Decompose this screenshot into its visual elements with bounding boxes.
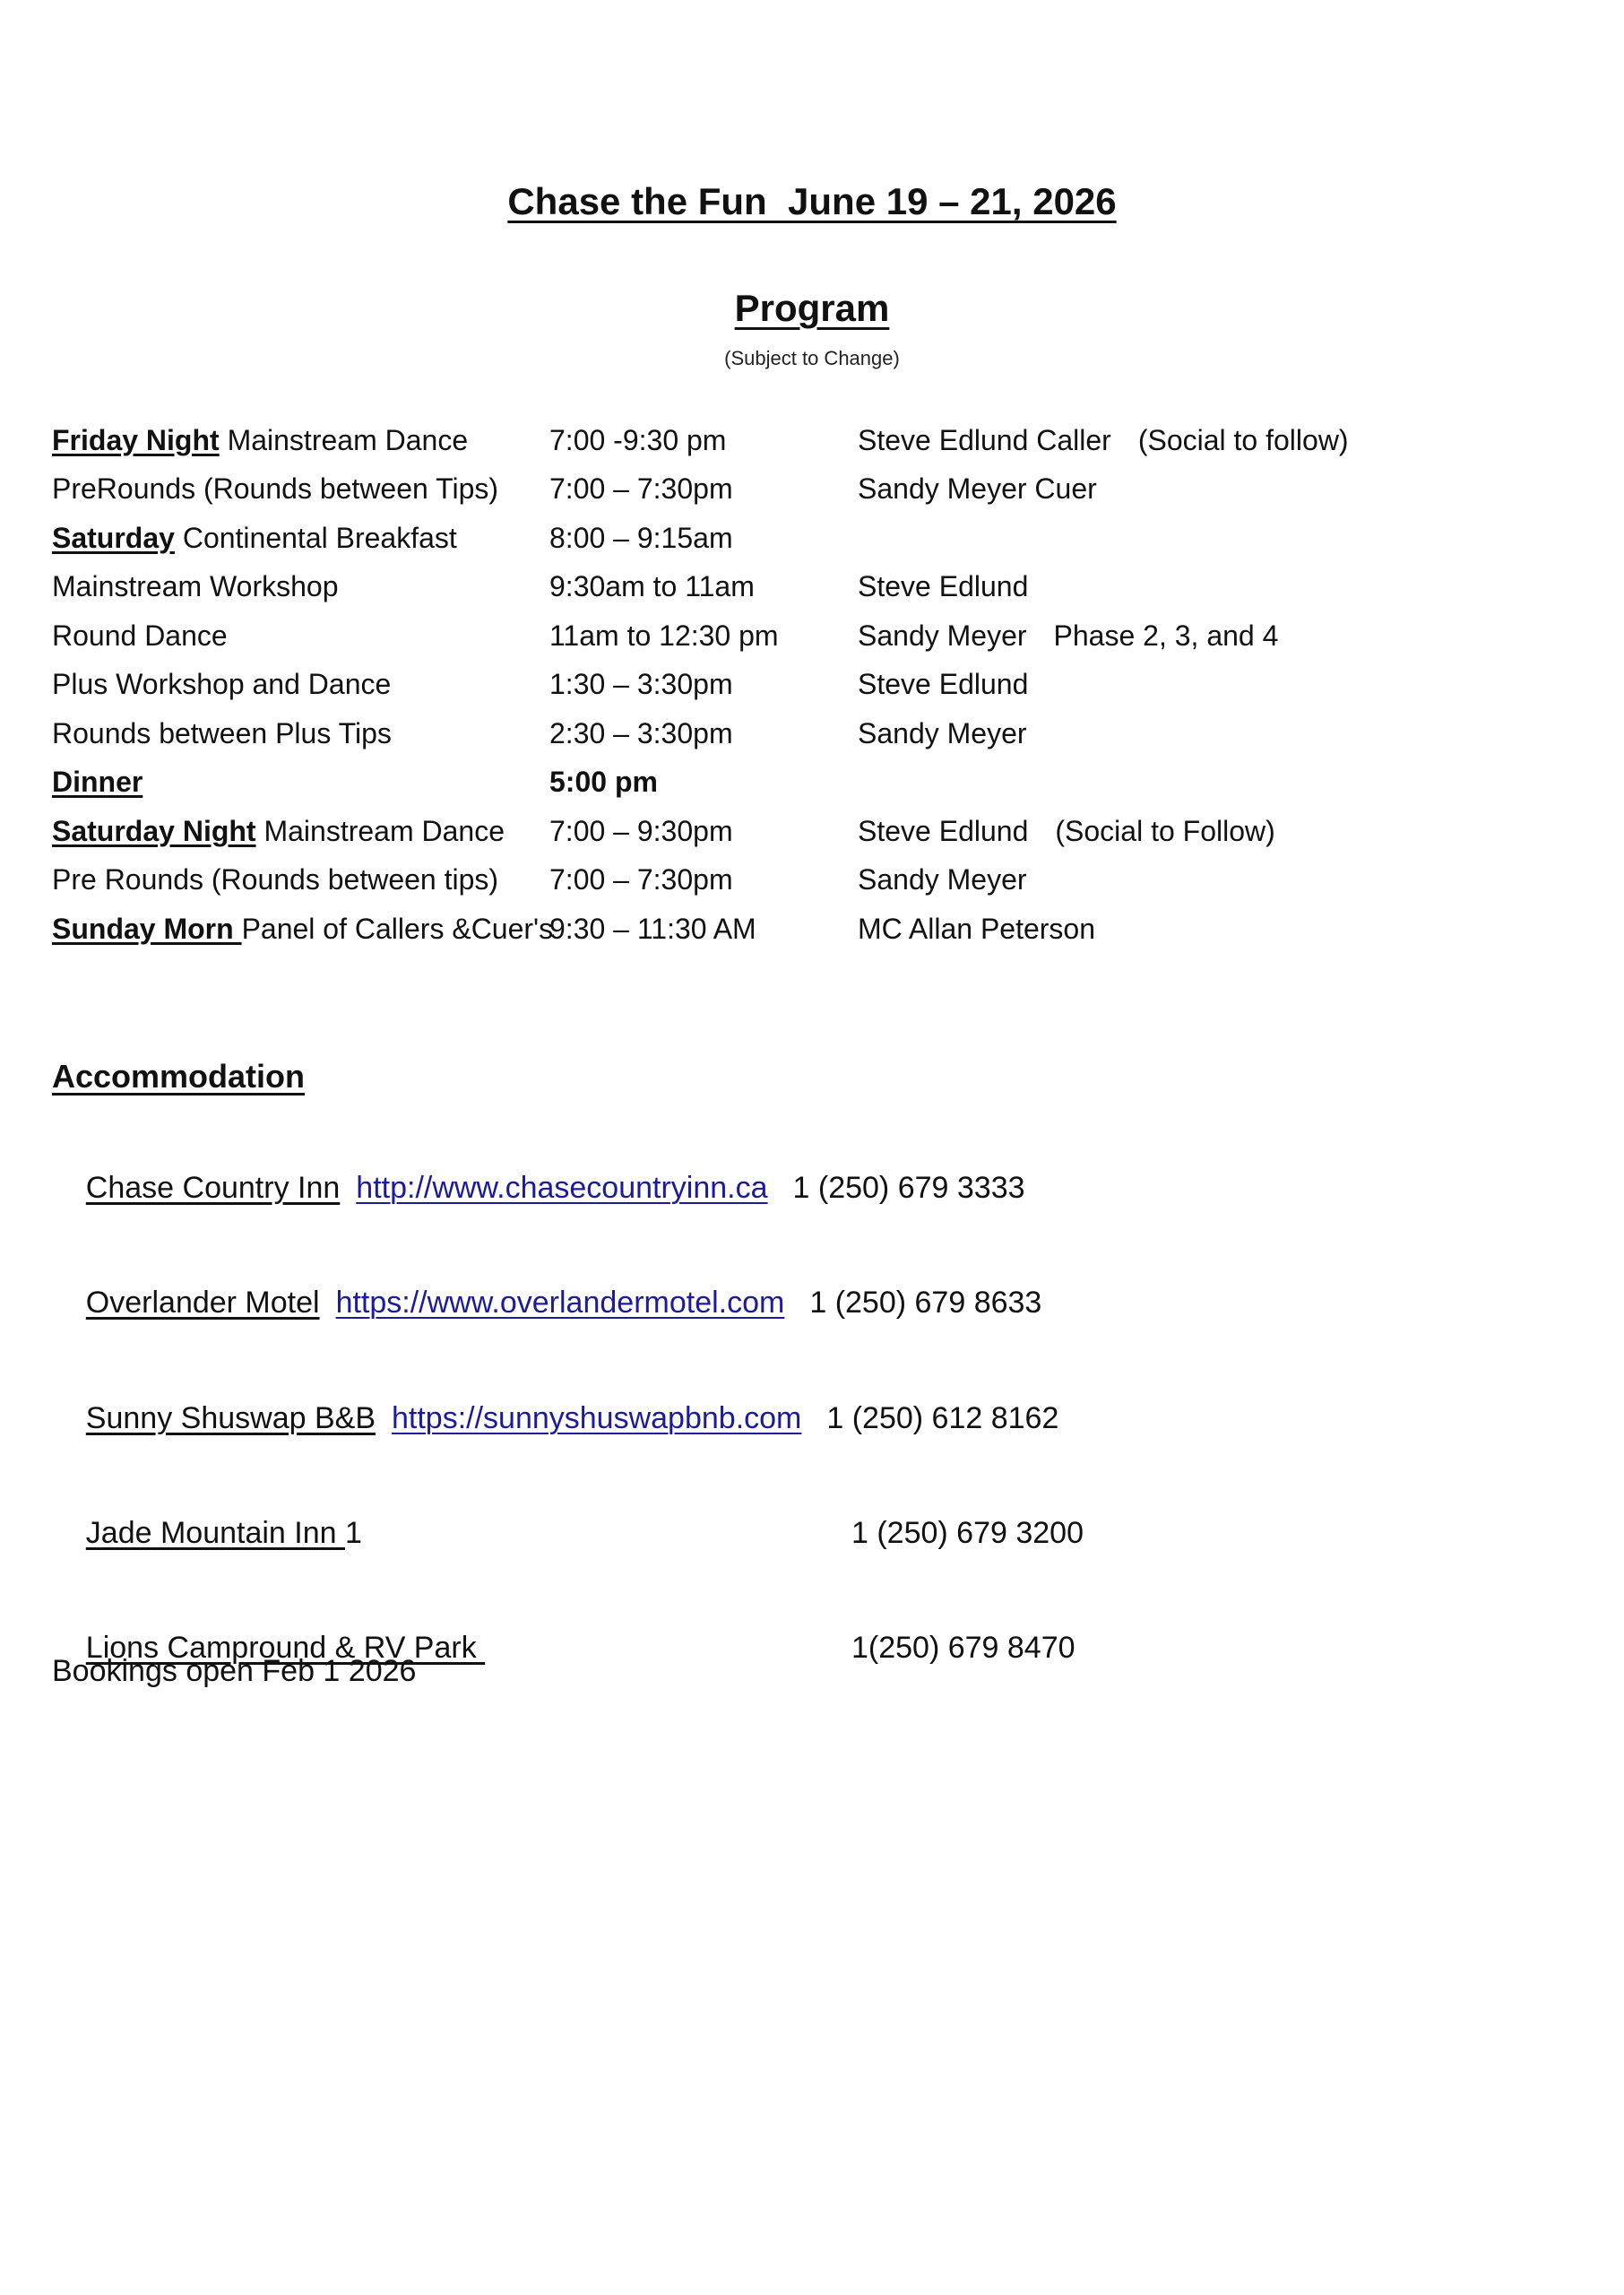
program-schedule <box>52 416 1624 954</box>
event-people: Sandy Meyer Cuer <box>858 472 1097 506</box>
event-people: Sandy Meyer <box>858 716 1027 749</box>
schedule-row-sunday-panel <box>52 905 1624 954</box>
event-label: Friday Night Mainstream Dance <box>52 423 469 456</box>
program-heading-text: Program <box>734 287 890 329</box>
event-label: Dinner <box>52 766 143 799</box>
document-title <box>0 180 1624 223</box>
event-time: 7:00 -9:30 pm <box>549 423 727 456</box>
accommodation-phone: 1(250) 679 8470 <box>851 1631 1075 1665</box>
event-time: 5:00 pm <box>549 766 658 799</box>
schedule-row-dinner <box>52 758 1624 808</box>
event-label: Plus Workshop and Dance <box>52 668 392 701</box>
subject-to-change-note: (Subject to Change) <box>724 347 900 369</box>
schedule-row-mainstream-workshop <box>52 563 1624 612</box>
accommodation-row-chase-country-inn <box>52 1136 1597 1241</box>
accommodation-name-suffix: 1 <box>345 1516 362 1550</box>
accommodation-link[interactable]: https://www.overlandermotel.com <box>335 1286 785 1320</box>
schedule-row-prerounds-friday <box>52 465 1624 515</box>
event-label: Saturday Night Mainstream Dance <box>52 814 505 847</box>
event-people: MC Allan Peterson <box>858 912 1096 945</box>
accommodation-phone: 1 (250) 679 8633 <box>809 1286 1042 1320</box>
event-time: 1:30 – 3:30pm <box>549 668 733 701</box>
accommodation-heading <box>52 1058 305 1096</box>
schedule-row-breakfast <box>52 514 1624 563</box>
event-label: Pre Rounds (Rounds between tips) <box>52 863 499 896</box>
event-label: PreRounds (Rounds between Tips) <box>52 472 499 506</box>
accommodation-name: Jade Mountain Inn <box>85 1516 345 1550</box>
event-time: 9:30am to 11am <box>549 570 755 603</box>
event-people: Steve Edlund (Social to Follow) <box>858 814 1275 847</box>
event-time: 8:00 – 9:15am <box>549 521 733 554</box>
event-time: 2:30 – 3:30pm <box>549 716 733 749</box>
schedule-row-plus-workshop <box>52 661 1624 710</box>
document-title-text: Chase the Fun June 19 – 21, 2026 <box>507 180 1117 222</box>
accommodation-link[interactable]: https://sunnyshuswapbnb.com <box>392 1401 802 1435</box>
event-time: 7:00 – 7:30pm <box>549 863 733 896</box>
schedule-row-prerounds-saturday <box>52 856 1624 905</box>
event-label: Sunday Morn Panel of Callers &Cuer's <box>52 912 554 945</box>
event-people: Steve Edlund <box>858 668 1029 701</box>
accommodation-name: Lions Campround & RV Park <box>85 1631 486 1665</box>
schedule-row-rounds-between-plus <box>52 709 1624 758</box>
program-heading <box>0 287 1624 330</box>
accommodation-row-jade-mountain-inn <box>52 1481 1597 1586</box>
event-people: Steve Edlund <box>858 570 1029 603</box>
schedule-row-friday-dance <box>52 416 1624 465</box>
event-people: Sandy Meyer <box>858 863 1027 896</box>
accommodation-name: Chase Country Inn <box>85 1171 341 1205</box>
accommodation-phone: 1 (250) 679 3333 <box>792 1171 1025 1205</box>
accommodation-row-sunny-shuswap-bnb <box>52 1366 1597 1471</box>
event-label: Round Dance <box>52 619 228 652</box>
event-label: Rounds between Plus Tips <box>52 716 392 749</box>
event-time: 7:00 – 9:30pm <box>549 814 733 847</box>
accommodation-phone: 1 (250) 679 3200 <box>851 1516 1084 1550</box>
event-people: Sandy Meyer Phase 2, 3, and 4 <box>858 619 1279 652</box>
event-time: 9:30 – 11:30 AM <box>549 912 756 945</box>
event-time: 7:00 – 7:30pm <box>549 472 733 506</box>
accommodation-name: Overlander Motel <box>85 1286 320 1320</box>
event-people: Steve Edlund Caller (Social to follow) <box>858 423 1349 456</box>
accommodation-heading-text: Accommodation <box>52 1058 306 1095</box>
accommodation-phone: 1 (250) 612 8162 <box>826 1401 1059 1435</box>
bookings-note: Bookings open Feb 1 2026 <box>52 1654 417 1688</box>
accommodation-link[interactable]: http://www.chasecountryinn.ca <box>356 1171 768 1205</box>
event-label: Mainstream Workshop <box>52 570 339 603</box>
schedule-row-saturday-night-dance <box>52 807 1624 856</box>
schedule-row-round-dance <box>52 611 1624 661</box>
accommodation-name: Sunny Shuswap B&B <box>85 1401 376 1435</box>
event-time: 11am to 12:30 pm <box>549 619 779 652</box>
accommodation-row-overlander-motel <box>52 1251 1597 1355</box>
event-label: Saturday Continental Breakfast <box>52 521 457 554</box>
